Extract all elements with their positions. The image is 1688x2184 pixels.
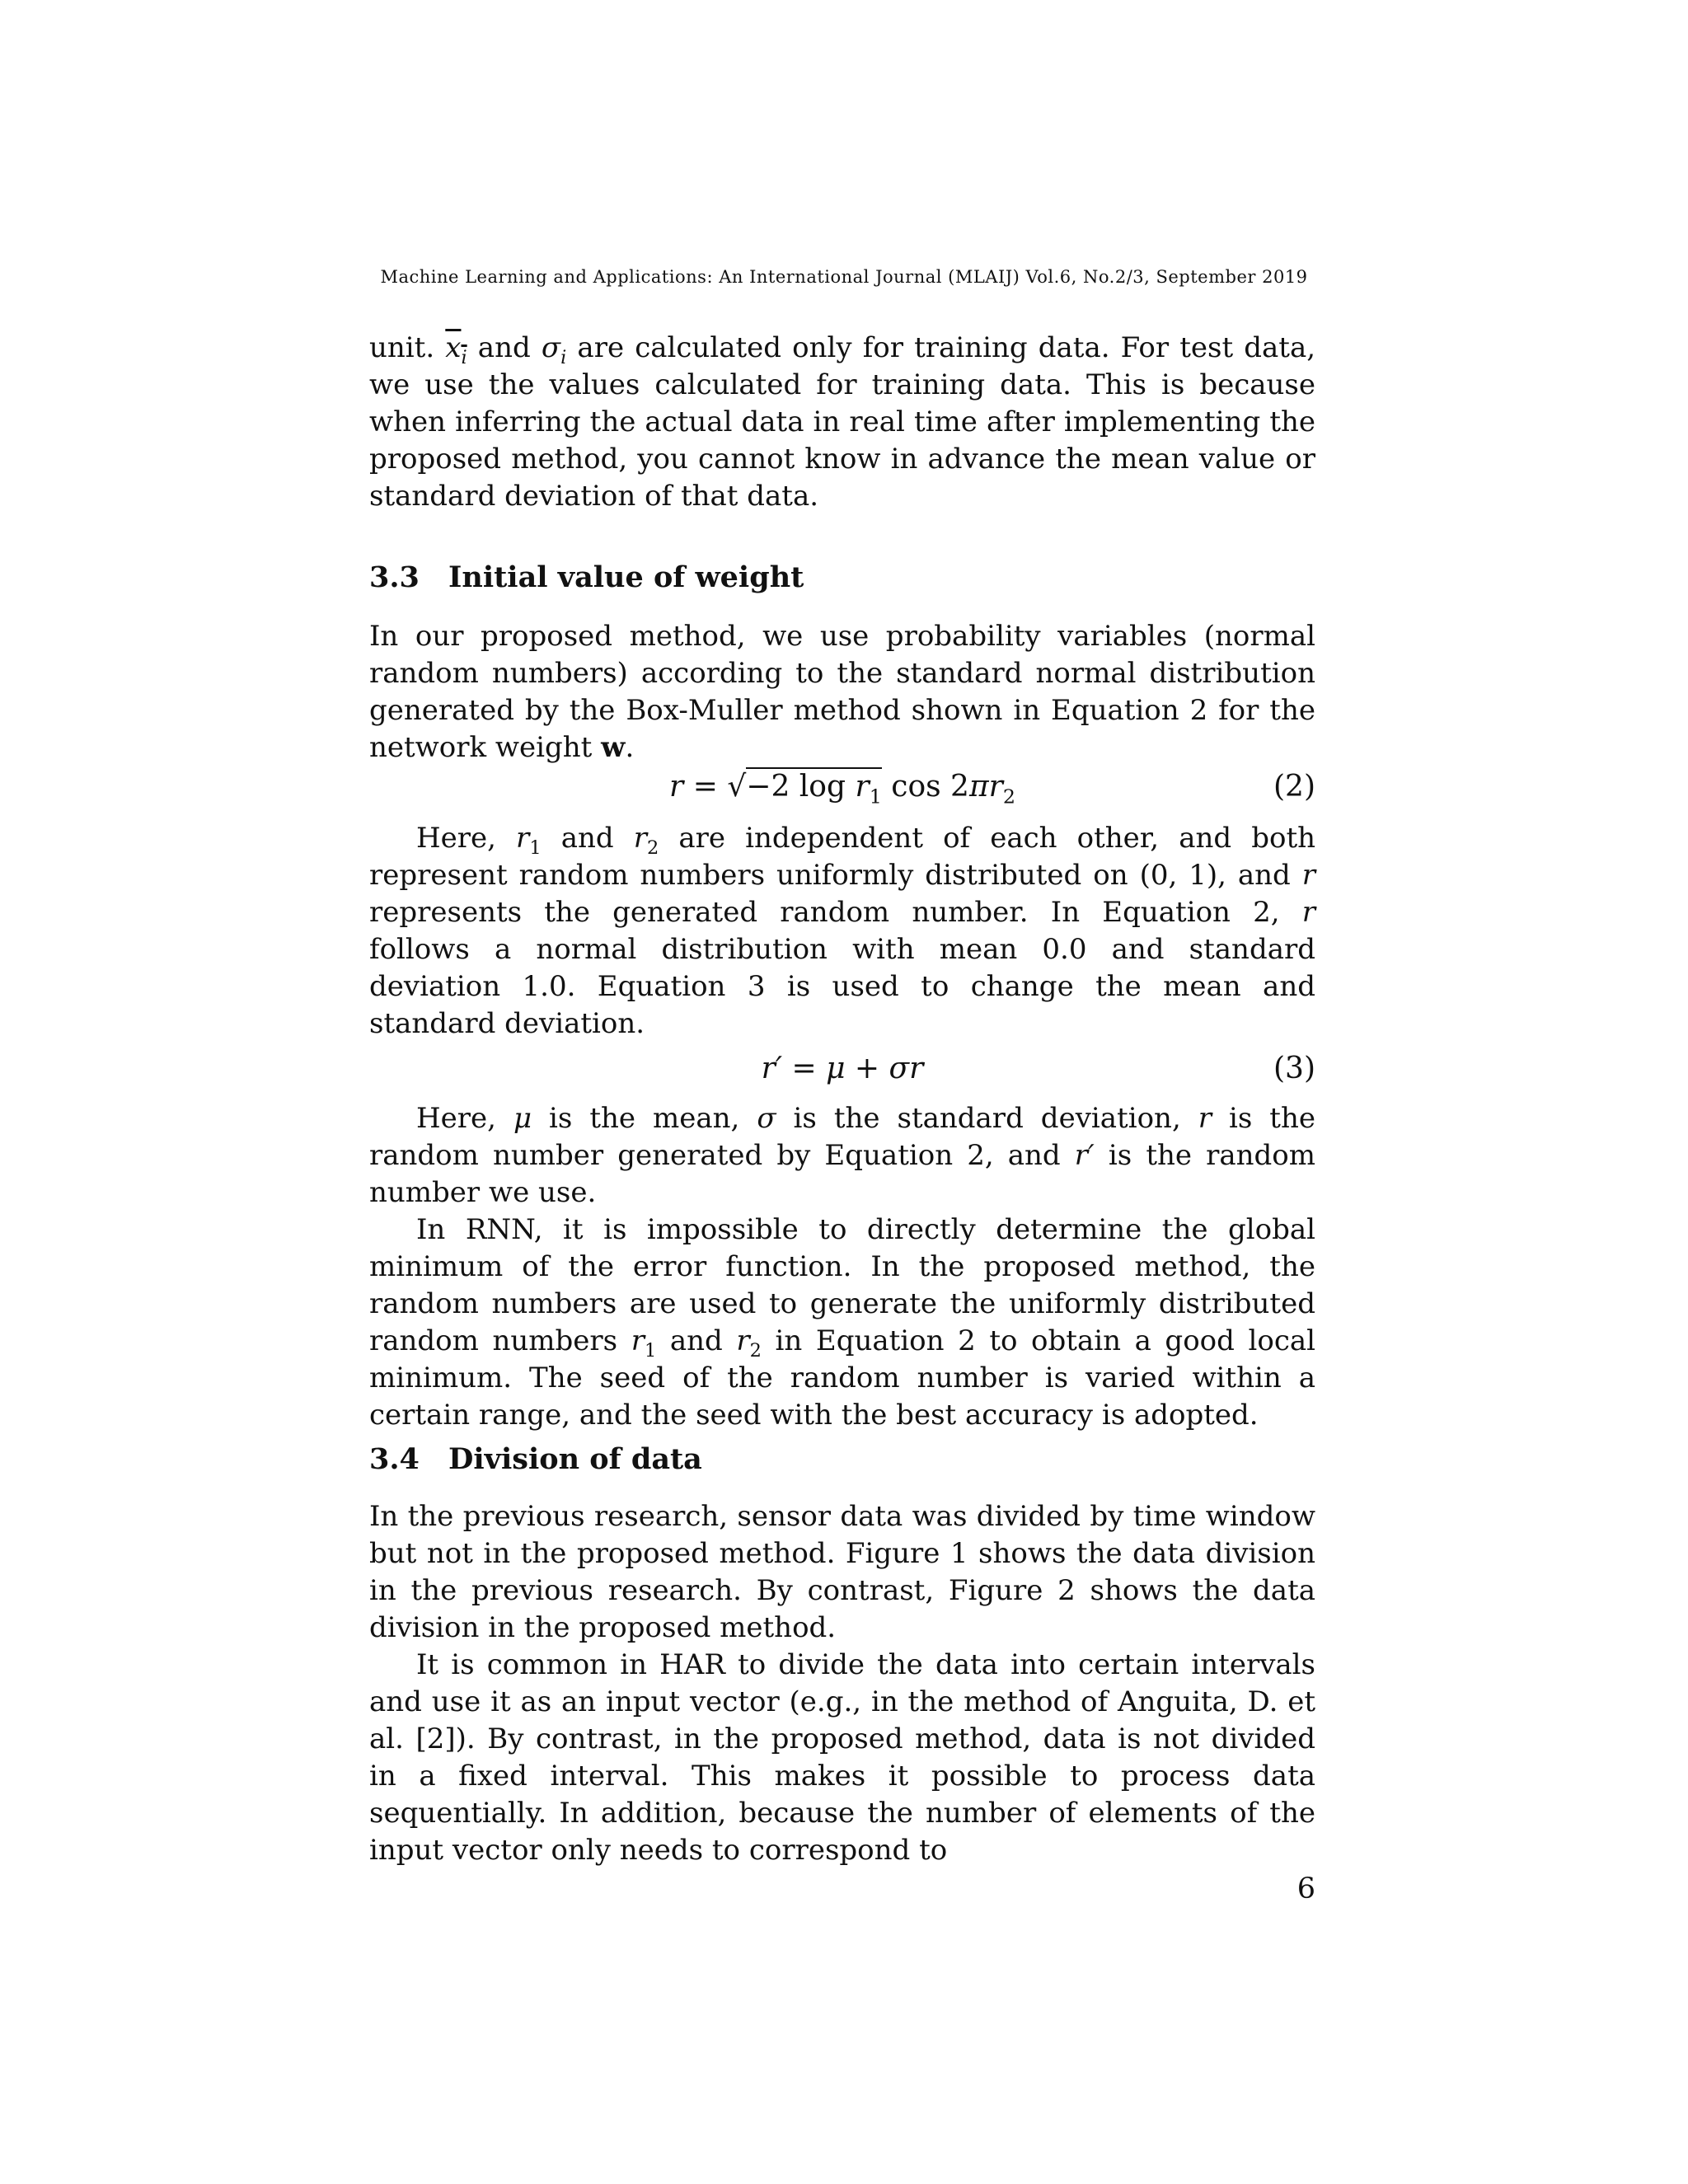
page-number: 6 [1296,1872,1315,1905]
equation-2-expression: r = √−2 $\log r_1$ $\cos 2\pi r_2$ [369,762,1315,812]
equation-2 [369,762,1315,812]
section-heading-3-4 [369,1442,702,1476]
section-title: Division of data [448,1442,702,1476]
equation-number: (2) [1273,770,1315,804]
section-3-3-paragraph: In our proposed method, we use probability variables (normal random numbers) according to the standard normal distribution generated by the Box-Muller method shown in Equation 2 for the network weight w. [369,620,1315,764]
equation-3-expression: r′ = μ + σr [761,1052,924,1085]
paragraph-after-equation-2-block [369,820,1315,1043]
equation-3 [369,1044,1315,1094]
section-3-4-paragraph-1: In the previous research, sensor data was divided by time window but not in the proposed method. Figure 1 shows the data division in the previous research. By contrast, Figure 2 shows the data division in the proposed method. [369,1500,1315,1644]
paragraph-rnn: In RNN, it is impossible to directly determine the global minimum of the error function. In the proposed method, the random numbers are used to generate the uniformly distributed random numbers $r_1$ and $r_2$ in Equation 2 to obtain a good local minimum. The seed of the random number is varied within a certain range, and the seed with the best accuracy is adopted. [369,1213,1316,1432]
section-3-4-block [369,1498,1315,1869]
section-3-3-intro-block [369,618,1315,766]
section-number: 3.3 [369,560,420,594]
intro-paragraph: unit. $x_i$ and $\sigma_i$ are calculated only for training data. For test data, we use the values calculated for training data. This is because when inferring the actual data in real time after implementing the proposed method, you cannot know in advance the mean value or standard deviation of that data. [369,331,1316,513]
paragraph-after-equation-3: Here, μ is the mean, σ is the standard deviation, r is the random number generated by Equation 2, and r′ is the random number we use. [369,1102,1315,1209]
equation-number: (3) [1273,1052,1315,1085]
intro-paragraph-block [369,330,1315,515]
section-heading-3-3 [369,560,804,594]
section-3-4-paragraph-2: It is common in HAR to divide the data into certain intervals and use it as an input vector (e.g., in the method of Anguita, D. et al. [2]). By contrast, in the proposed method, data is not divided in a fixed interval. This makes it possible to process data sequentially. In addition, because the number of elements of the input vector only needs to correspond to [369,1648,1315,1867]
running-header: Machine Learning and Applications: An International Journal (MLAIJ) Vol.6, No.2/3, September 2019 [380,267,1308,287]
section-number: 3.4 [369,1442,420,1476]
paragraph-after-equation-2: Here, $r_1$ and $r_2$ are independent of each other, and both represent random numbers uniformly distributed on (0, 1), and r represents the generated random number. In Equation 2, r follows a normal distribution with mean 0.0 and standard deviation 1.0. Equation 3 is used to change the mean and standard deviation. [369,822,1316,1040]
paragraph-after-equation-3-block [369,1100,1315,1434]
section-title: Initial value of weight [448,560,804,594]
